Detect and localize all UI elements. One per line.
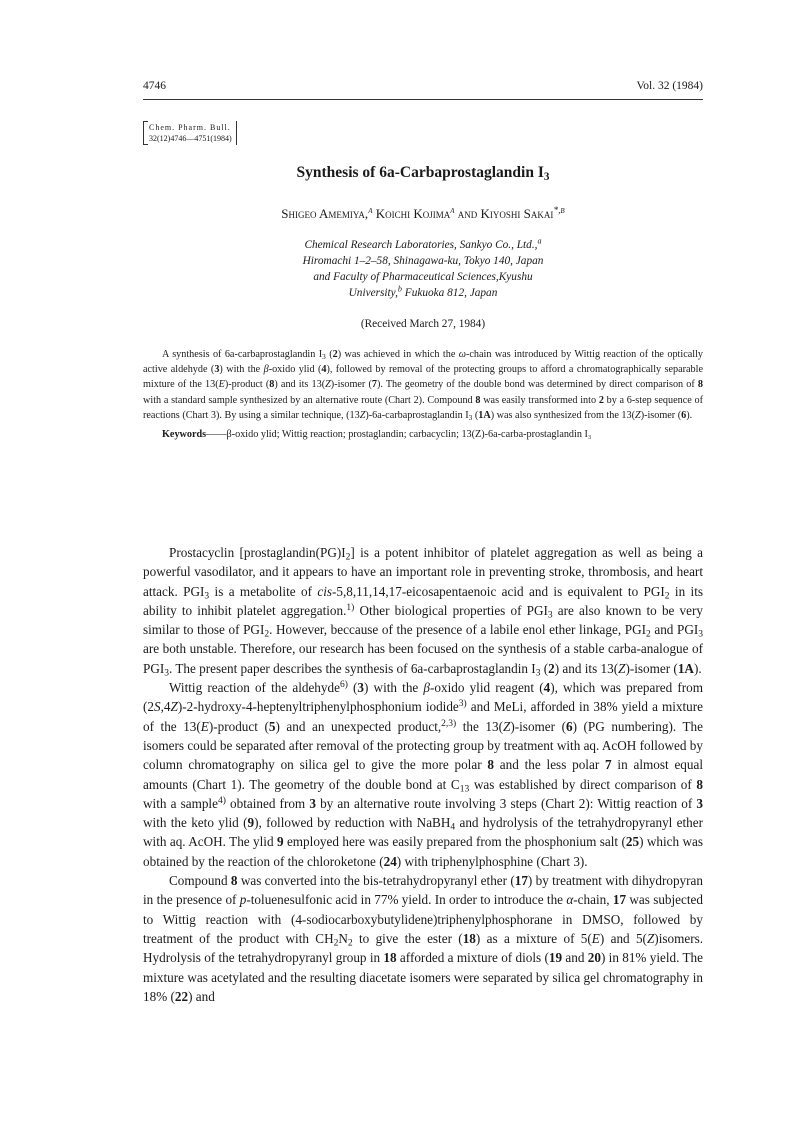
author-1: Shigeo Amemiya, <box>281 206 369 221</box>
keywords: Keywords——β-oxido ylid; Wittig reaction; prostaglandin; carbacyclin; 13(Z)-6a-carba-prostaglandin I₃ <box>162 429 592 441</box>
author-list: Shigeo Amemiya,$^a$ Koichi Kojima$^a$ and Kiyoshi Sakai$^{*,b}$ <box>281 205 565 221</box>
paragraph-1: Prostacyclin $[prostaglandin(PG)I_2]$ is a potent inhibitor of platelet aggregation as well as being a powerful vasodilator, and it appears to have an important role in preventing stroke, thrombosis, and heart attack. $PGI_3$ is a metabolite of cis-5,8,11,14,17-eicosapentaenoic acid and is equivalent to $PGI_2$ in its ability to inhibit platelet aggregation.$^{1)}$ Other biological properties of $PGI_3$ are also known to be very similar to those of $PGI_2$. However, beccause of the presence of a labile enol ether linkage, $PGI_2$ and $PGI_3$ are both unstable. Therefore, our research has been focused on the synthesis of a stable carba-analogue of $PGI_3$. The present paper describes the synthesis of 6a-carbaprostaglandin $I_3$ (2) and its 13(Z)-isomer (1A). <box>143 545 704 679</box>
author-2: Koichi Kojima <box>375 206 451 221</box>
paper-title: Synthesis of 6a-Carbaprostaglandin $I_3$ <box>296 164 550 183</box>
journal-name: Chem. Pharm. Bull. <box>149 123 231 132</box>
header-rule <box>143 99 703 100</box>
author-3: Kiyoshi Sakai <box>480 206 554 221</box>
keywords-label: Keywords <box>162 429 207 441</box>
citation-ref: 32(12)4746—4751(1984) <box>149 134 232 143</box>
main-text <box>143 543 703 1006</box>
abstract-text: A synthesis of 6a-carbaprostaglandin $I_3$ (2) was achieved in which the ω-chain was introduced by Wittig reaction of the optically active aldehyde (3) with the β-oxido ylid (4), followed by removal of the protecting groups to afford a chromatographically separable mixture of the 13(E)-product (8) and its 13(Z)-isomer (7). The geometry of the double bond was determined by direct comparison of 8 with a standard sample synthesized by an alternative route (Chart 2). Compound 8 was easily transformed into 2 by a 6-step sequence of reactions (Chart 3). By using a similar technique, (13Z)-6a-carbaprostaglandin $I_3$ (1A) was also synthesized from the 13(Z)-isomer (6). <box>143 349 704 422</box>
received-date: (Received March 27, 1984) <box>360 318 486 330</box>
citation-box <box>143 121 237 145</box>
page-number: 4746 <box>143 80 166 92</box>
affiliation: Chemical Research Laboratories, Sankyo Co., Ltd.,$^a$ Hiromachi 1–2–58, Shinagawa-ku, Tokyo 140, Japan and Faculty of Pharmaceutical Sciences,Kyushu University,$^b$ Fukuoka 812, Japan <box>302 236 544 299</box>
volume-info: Vol. 32 (1984) <box>636 80 703 92</box>
paragraph-3: Compound 8 was converted into the bis-tetrahydropyranyl ether (17) by treatment with dihydropyran in the presence of p-toluenesulfonic acid in 77% yield. In order to introduce the α-chain, 17 was subjected to Wittig reaction with (4-sodiocarboxybutylidene)triphenylphosphorane in DMSO, followed by treatment of the product with $CH_2N_2$ to give the ester (18) as a mixture of 5(E) and 5(Z)isomers. Hydrolysis of the tetrahydropyranyl group in 18 afforded a mixture of diols (19 and 20) in 81% yield. The mixture was acetylated and the resulting diacetate isomers were separated by silica gel chromatography in 18% (22) and <box>143 873 704 1004</box>
paragraph-2: Wittig reaction of the aldehyde$^{6)}$ (3) with the β-oxido ylid reagent (4), which was prepared from (2S,4Z)-2-hydroxy-4-heptenyltriphenylphosphonium iodide$^{3)}$ and MeLi, afforded in 38% yield a mixture of the 13(E)-product (5) and an unexpected product,$^{2,3)}$ the 13(Z)-isomer (6) (PG numbering). The isomers could be separated after removal of the protecting group by treatment with aq. AcOH followed by column chromatography on silica gel to give the more polar 8 and the less polar 7 in almost equal amounts (Chart 1). The geometry of the double bond at $C_{13}$ was established by direct comparison of 8 with a sample$^{4)}$ obtained from 3 by an alternative route involving 3 steps (Chart 2): Wittig reaction of 3 with the keto ylid (9), followed by reduction with NaBH$_4$ and hydrolysis of the tetrahydropyranyl ether with aq. AcOH. The ylid 9 employed here was easily prepared from the phosphonium salt (25) which was obtained by the reaction of the chloroketone (24) with triphenylphosphine (Chart 3). <box>143 679 704 869</box>
abstract <box>143 347 703 442</box>
